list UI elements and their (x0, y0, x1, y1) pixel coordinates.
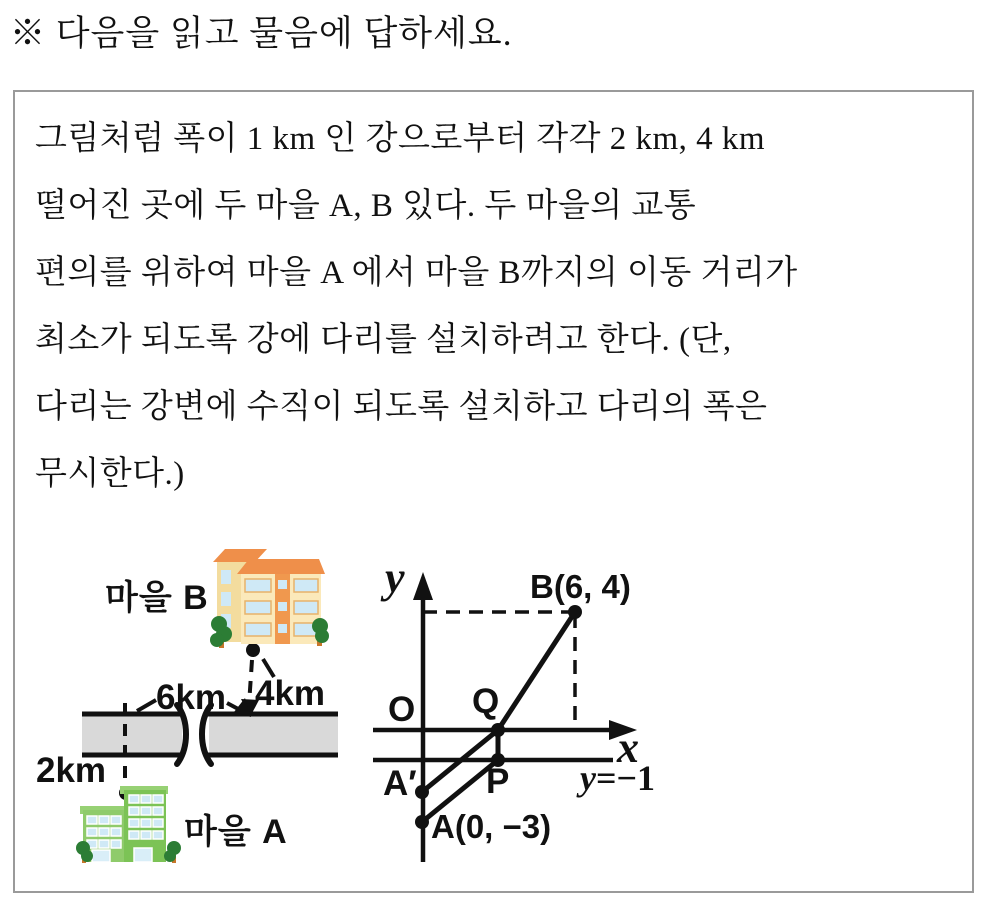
river-line-equation-sym: y (580, 758, 596, 798)
point-b-dot (568, 605, 582, 619)
dashed-4km-line (249, 660, 252, 705)
problem-line: 그림처럼 폭이 1 km 인 강으로부터 각각 2 km, 4 km (35, 121, 766, 157)
problem-line: 최소가 되도록 강에 다리를 설치하려고 한다. (단, (35, 322, 732, 358)
b-point-label: B(6, 4) (530, 568, 631, 605)
village-b-point (246, 643, 260, 657)
distance-6km-label: 6km (156, 678, 227, 717)
origin-label: O (388, 690, 416, 729)
problem-text (35, 106, 798, 508)
point-q-dot (491, 723, 505, 737)
point-a-dot (415, 815, 429, 829)
river-left-fill (82, 716, 182, 753)
building-b-illustration (210, 549, 329, 648)
building-b-roof (237, 559, 325, 574)
distance-4km-label: 4km (255, 674, 326, 713)
river-line-equation-rest: =−1 (595, 758, 656, 798)
problem-line: 다리는 강변에 수직이 되도록 설치하고 다리의 폭은 (35, 389, 768, 425)
village-b-label: 마을 B (105, 579, 209, 617)
segment-q-b (498, 612, 575, 730)
problem-line: 떨어진 곳에 두 마을 A, B 있다. 두 마을의 교통 (35, 188, 697, 224)
problem-line: 무시한다.) (35, 456, 185, 492)
y-axis-arrowhead (413, 572, 433, 600)
q-label: Q (472, 682, 500, 721)
y-axis-label: y (385, 553, 405, 602)
river-right-fill (209, 716, 338, 753)
leader-6km-left (137, 700, 156, 711)
instruction-text: ※ 다음을 읽고 물음에 답하세요. (10, 14, 513, 53)
river-line-equation (580, 757, 655, 799)
a-prime-label: A′ (383, 764, 417, 803)
distance-2km-label: 2km (36, 751, 107, 790)
x-axis-label: x (617, 723, 639, 772)
p-label: P (486, 762, 510, 801)
building-a-illustration (76, 786, 181, 863)
problem-line: 편의를 위하여 마을 A 에서 마을 B까지의 이동 거리가 (35, 255, 798, 291)
building-a-door (92, 850, 110, 862)
a-point-label: A(0, −3) (431, 808, 552, 845)
point-aprime-dot (415, 785, 429, 799)
village-a-label: 마을 A (184, 813, 288, 851)
building-a-door (134, 848, 152, 862)
